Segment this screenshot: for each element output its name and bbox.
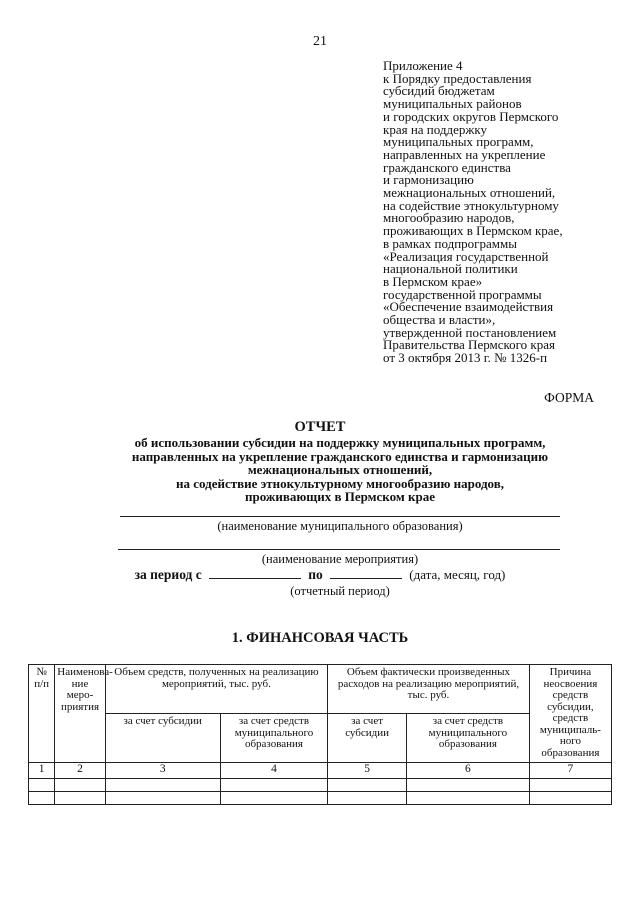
appendix-line: муниципальных районов: [383, 96, 522, 112]
table-cell[interactable]: [328, 779, 407, 792]
table-cell[interactable]: [105, 792, 220, 805]
appendix-line: в рамках подпрограммы: [383, 235, 517, 251]
table-cell[interactable]: [328, 792, 407, 805]
period-row: [0, 567, 640, 583]
table-row: [29, 792, 612, 805]
header-actual-group: Объем фактически произведенных расходов на реализацию мероприятий, тыс. руб.: [328, 665, 530, 714]
subtitle-line: направленных на укрепление гражданского единства и гармонизацию: [131, 448, 549, 464]
table-cell[interactable]: [55, 792, 105, 805]
table-cell[interactable]: [29, 779, 55, 792]
appendix-line: Приложение 4: [383, 58, 463, 73]
subtitle-line: на содействие этнокультурному многообразию народов,: [175, 475, 505, 491]
column-number: 6: [407, 763, 530, 779]
header-actual-subsidy: за счет субсидии: [328, 714, 407, 763]
header-actual-municipal: за счет средств муниципального образования: [407, 714, 530, 763]
table-cell[interactable]: [529, 792, 611, 805]
forma-label: ФОРМА: [544, 390, 594, 405]
period-hint: (дата, месяц, год): [409, 567, 506, 582]
table-cell[interactable]: [220, 779, 327, 792]
header-received-municipal: за счет средств муниципального образования: [220, 714, 327, 763]
period-label-from: за период с: [134, 567, 202, 582]
appendix-line: и городских округов Пермского: [383, 108, 559, 124]
appendix-line: от 3 октября 2013 г. № 1326-п: [383, 350, 548, 366]
table-cell[interactable]: [55, 779, 105, 792]
municipality-fill-line[interactable]: [120, 516, 560, 517]
table-cell[interactable]: [29, 792, 55, 805]
subtitle-line: межнациональных отношений,: [247, 462, 433, 478]
column-number: 3: [105, 763, 220, 779]
appendix-line: проживающих в Пермском крае,: [383, 223, 563, 239]
appendix-line: в Пермском крае»: [383, 273, 483, 289]
header-reason: Причина неосвоения средств субсидии, средств муниципаль- ного образования: [529, 665, 611, 763]
event-caption: (наименование мероприятия): [261, 552, 419, 566]
header-received-group: Объем средств, полученных на реализацию мероприятий, тыс. руб.: [105, 665, 327, 714]
appendix-block: [383, 60, 623, 365]
table-cell[interactable]: [105, 779, 220, 792]
period-end-field[interactable]: [330, 567, 402, 579]
report-subtitle: [80, 436, 600, 504]
column-number: 4: [220, 763, 327, 779]
appendix-line: Правительства Пермского края: [383, 337, 555, 353]
column-number-row: [29, 763, 612, 779]
header-name: Наименова- ние меро- приятия: [55, 665, 105, 763]
table-cell[interactable]: [529, 779, 611, 792]
period-start-field[interactable]: [209, 567, 301, 579]
appendix-line: государственной программы: [383, 286, 542, 302]
column-number: 5: [328, 763, 407, 779]
appendix-line: к Порядку предоставления: [383, 70, 532, 86]
period-caption: (отчетный период): [290, 584, 390, 598]
table-cell[interactable]: [407, 779, 530, 792]
appendix-line: «Обеспечение взаимодействия: [383, 299, 554, 315]
report-title: ОТЧЕТ: [294, 419, 346, 435]
section-title: 1. ФИНАНСОВАЯ ЧАСТЬ: [231, 630, 409, 646]
appendix-line: утвержденной постановлением: [383, 324, 557, 340]
appendix-line: многообразию народов,: [383, 210, 515, 226]
table-row: [29, 779, 612, 792]
appendix-line: муниципальных программ,: [383, 134, 534, 150]
appendix-line: национальной политики: [383, 261, 518, 277]
appendix-line: общества и власти»,: [383, 312, 496, 328]
appendix-line: направленных на укрепление: [383, 146, 546, 162]
table-cell[interactable]: [407, 792, 530, 805]
page-number: 21: [313, 34, 327, 49]
event-fill-line[interactable]: [118, 549, 560, 550]
period-label-to: по: [308, 567, 323, 582]
subtitle-line: проживающих в Пермском крае: [245, 489, 435, 505]
appendix-line: и гармонизацию: [383, 172, 474, 188]
header-received-subsidy: за счет субсидии: [105, 714, 220, 763]
appendix-line: межнациональных отношений,: [383, 185, 556, 201]
municipality-caption: (наименование муниципального образования): [217, 519, 463, 533]
appendix-line: на содействие этнокультурному: [383, 197, 559, 213]
financial-table: [28, 664, 612, 805]
header-num: № п/п: [29, 665, 55, 763]
column-number: 1: [29, 763, 55, 779]
appendix-line: субсидий бюджетам: [383, 83, 495, 99]
subtitle-line: об использовании субсидии на поддержку муниципальных программ,: [134, 435, 546, 450]
appendix-line: «Реализация государственной: [383, 248, 549, 264]
appendix-line: гражданского единства: [383, 159, 511, 175]
appendix-line: края на поддержку: [383, 121, 487, 137]
column-number: 2: [55, 763, 105, 779]
column-number: 7: [529, 763, 611, 779]
table-cell[interactable]: [220, 792, 327, 805]
